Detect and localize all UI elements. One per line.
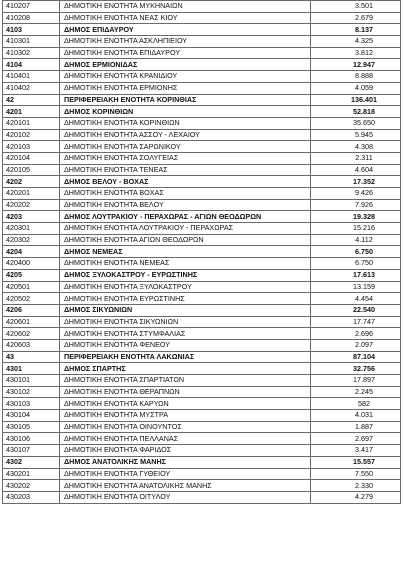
value-cell: 52.818 [311, 106, 401, 118]
table-row [3, 398, 401, 410]
code-cell: 410301 [3, 36, 60, 48]
value-cell: 2.330 [311, 480, 401, 492]
table-row [3, 433, 401, 445]
code-cell: 410208 [3, 12, 60, 24]
value-cell: 2.696 [311, 328, 401, 340]
table-row [3, 410, 401, 422]
table-row [3, 386, 401, 398]
code-cell: 430101 [3, 375, 60, 387]
value-cell: 12.947 [311, 59, 401, 71]
table-row [3, 351, 401, 363]
value-cell: 32.756 [311, 363, 401, 375]
name-cell: ΠΕΡΙΦΕΡΕΙΑΚΗ ΕΝΟΤΗΤΑ ΚΟΡΙΝΘΙΑΣ [60, 94, 311, 106]
name-cell: ΔΗΜΟΤΙΚΗ ΕΝΟΤΗΤΑ ΜΥΣΤΡΑ [60, 410, 311, 422]
table-row [3, 211, 401, 223]
code-cell: 420502 [3, 293, 60, 305]
value-cell: 4.454 [311, 293, 401, 305]
value-cell: 4.308 [311, 141, 401, 153]
name-cell: ΔΗΜΟΤΙΚΗ ΕΝΟΤΗΤΑ ΣΟΛΥΓΕΙΑΣ [60, 152, 311, 164]
table-row [3, 316, 401, 328]
code-cell: 420603 [3, 339, 60, 351]
table-row [3, 129, 401, 141]
table-row [3, 491, 401, 503]
code-cell: 430102 [3, 386, 60, 398]
table-row [3, 468, 401, 480]
code-cell: 420101 [3, 117, 60, 129]
code-cell: 420104 [3, 152, 60, 164]
code-cell: 420301 [3, 223, 60, 235]
table-row [3, 106, 401, 118]
table-row [3, 328, 401, 340]
name-cell: ΔΗΜΟΤΙΚΗ ΕΝΟΤΗΤΑ ΓΥΘΕΙΟΥ [60, 468, 311, 480]
name-cell: ΔΗΜΟΤΙΚΗ ΕΝΟΤΗΤΑ ΣΤΥΜΦΑΛΙΑΣ [60, 328, 311, 340]
table-row [3, 223, 401, 235]
table-row [3, 246, 401, 258]
name-cell: ΔΗΜΟΤΙΚΗ ΕΝΟΤΗΤΑ ΕΡΜΙΟΝΗΣ [60, 82, 311, 94]
value-cell: 4.604 [311, 164, 401, 176]
name-cell: ΔΗΜΟΤΙΚΗ ΕΝΟΤΗΤΑ ΜΥΚΗΝΑΙΩΝ [60, 1, 311, 13]
code-cell: 4201 [3, 106, 60, 118]
code-cell: 4104 [3, 59, 60, 71]
name-cell: ΔΗΜΟΤΙΚΗ ΕΝΟΤΗΤΑ ΑΣΣΟΥ - ΛΕΧΑΙΟΥ [60, 129, 311, 141]
name-cell: ΔΗΜΟΤΙΚΗ ΕΝΟΤΗΤΑ ΟΙΝΟΥΝΤΟΣ [60, 421, 311, 433]
code-cell: 420400 [3, 258, 60, 270]
code-cell: 4202 [3, 176, 60, 188]
population-table [2, 0, 401, 504]
name-cell: ΔΗΜΟΤΙΚΗ ΕΝΟΤΗΤΑ ΞΥΛΟΚΑΣΤΡΟΥ [60, 281, 311, 293]
table-row [3, 24, 401, 36]
code-cell: 430103 [3, 398, 60, 410]
code-cell: 420302 [3, 234, 60, 246]
value-cell: 15.216 [311, 223, 401, 235]
name-cell: ΔΗΜΟΤΙΚΗ ΕΝΟΤΗΤΑ ΑΣΚΛΗΠΙΕΙΟΥ [60, 36, 311, 48]
table-row [3, 293, 401, 305]
value-cell: 35.650 [311, 117, 401, 129]
value-cell: 8.137 [311, 24, 401, 36]
value-cell: 3.812 [311, 47, 401, 59]
name-cell: ΔΗΜΟΤΙΚΗ ΕΝΟΤΗΤΑ ΦΑΡΙΔΟΣ [60, 445, 311, 457]
code-cell: 4103 [3, 24, 60, 36]
value-cell: 6.750 [311, 258, 401, 270]
code-cell: 410302 [3, 47, 60, 59]
value-cell: 17.897 [311, 375, 401, 387]
value-cell: 6.750 [311, 246, 401, 258]
value-cell: 17.613 [311, 269, 401, 281]
name-cell: ΔΗΜΟΤΙΚΗ ΕΝΟΤΗΤΑ ΕΠΙΔΑΥΡΟΥ [60, 47, 311, 59]
name-cell: ΔΗΜΟΣ ΝΕΜΕΑΣ [60, 246, 311, 258]
code-cell: 430105 [3, 421, 60, 433]
table-row [3, 258, 401, 270]
name-cell: ΔΗΜΟΤΙΚΗ ΕΝΟΤΗΤΑ ΦΕΝΕΟΥ [60, 339, 311, 351]
code-cell: 420103 [3, 141, 60, 153]
table-row [3, 94, 401, 106]
table-row [3, 269, 401, 281]
name-cell: ΔΗΜΟΤΙΚΗ ΕΝΟΤΗΤΑ ΚΡΑΝΙΔΙΟΥ [60, 71, 311, 83]
value-cell: 15.557 [311, 456, 401, 468]
code-cell: 4205 [3, 269, 60, 281]
table-row [3, 82, 401, 94]
value-cell: 17.747 [311, 316, 401, 328]
table-row [3, 12, 401, 24]
code-cell: 410401 [3, 71, 60, 83]
value-cell: 87.104 [311, 351, 401, 363]
value-cell: 2.679 [311, 12, 401, 24]
name-cell: ΔΗΜΟΤΙΚΗ ΕΝΟΤΗΤΑ ΕΥΡΩΣΤΙΝΗΣ [60, 293, 311, 305]
name-cell: ΔΗΜΟΣ ΕΡΜΙΟΝΙΔΑΣ [60, 59, 311, 71]
name-cell: ΔΗΜΟΤΙΚΗ ΕΝΟΤΗΤΑ ΣΙΚΥΩΝΙΩΝ [60, 316, 311, 328]
code-cell: 4203 [3, 211, 60, 223]
name-cell: ΔΗΜΟΣ ΣΠΑΡΤΗΣ [60, 363, 311, 375]
table-row [3, 1, 401, 13]
table-row [3, 363, 401, 375]
code-cell: 420105 [3, 164, 60, 176]
name-cell: ΔΗΜΟΤΙΚΗ ΕΝΟΤΗΤΑ ΠΕΛΛΑΝΑΣ [60, 433, 311, 445]
code-cell: 410207 [3, 1, 60, 13]
table-row [3, 117, 401, 129]
value-cell: 7.550 [311, 468, 401, 480]
code-cell: 4302 [3, 456, 60, 468]
value-cell: 7.926 [311, 199, 401, 211]
table-row [3, 71, 401, 83]
code-cell: 43 [3, 351, 60, 363]
value-cell: 4.031 [311, 410, 401, 422]
code-cell: 420102 [3, 129, 60, 141]
code-cell: 420501 [3, 281, 60, 293]
table-row [3, 164, 401, 176]
code-cell: 42 [3, 94, 60, 106]
name-cell: ΔΗΜΟΤΙΚΗ ΕΝΟΤΗΤΑ ΝΕΜΕΑΣ [60, 258, 311, 270]
table-row [3, 339, 401, 351]
name-cell: ΔΗΜΟΤΙΚΗ ΕΝΟΤΗΤΑ ΒΕΛΟΥ [60, 199, 311, 211]
value-cell: 4.112 [311, 234, 401, 246]
table-row [3, 59, 401, 71]
name-cell: ΔΗΜΟΤΙΚΗ ΕΝΟΤΗΤΑ ΚΟΡΙΝΘΙΩΝ [60, 117, 311, 129]
value-cell: 4.279 [311, 491, 401, 503]
value-cell: 1.887 [311, 421, 401, 433]
code-cell: 420202 [3, 199, 60, 211]
table-row [3, 141, 401, 153]
value-cell: 8.888 [311, 71, 401, 83]
table-row [3, 36, 401, 48]
value-cell: 5.945 [311, 129, 401, 141]
table-row [3, 304, 401, 316]
code-cell: 410402 [3, 82, 60, 94]
value-cell: 4.059 [311, 82, 401, 94]
value-cell: 136.401 [311, 94, 401, 106]
table-row [3, 421, 401, 433]
code-cell: 430201 [3, 468, 60, 480]
name-cell: ΔΗΜΟΣ ΒΕΛΟΥ - ΒΟΧΑΣ [60, 176, 311, 188]
name-cell: ΔΗΜΟΣ ΞΥΛΟΚΑΣΤΡΟΥ - ΕΥΡΩΣΤΙΝΗΣ [60, 269, 311, 281]
value-cell: 2.245 [311, 386, 401, 398]
value-cell: 13.159 [311, 281, 401, 293]
name-cell: ΔΗΜΟΤΙΚΗ ΕΝΟΤΗΤΑ ΝΕΑΣ ΚΙΟΥ [60, 12, 311, 24]
value-cell: 19.328 [311, 211, 401, 223]
value-cell: 3.501 [311, 1, 401, 13]
name-cell: ΔΗΜΟΤΙΚΗ ΕΝΟΤΗΤΑ ΘΕΡΑΠΝΩΝ [60, 386, 311, 398]
table-row [3, 47, 401, 59]
value-cell: 2.697 [311, 433, 401, 445]
name-cell: ΔΗΜΟΣ ΛΟΥΤΡΑΚΙΟΥ - ΠΕΡΑΧΩΡΑΣ - ΑΓΙΩΝ ΘΕΟΔΩΡΩΝ [60, 211, 311, 223]
table-body [3, 1, 401, 504]
table-row [3, 176, 401, 188]
table-row [3, 234, 401, 246]
name-cell: ΔΗΜΟΣ ΕΠΙΔΑΥΡΟΥ [60, 24, 311, 36]
name-cell: ΔΗΜΟΤΙΚΗ ΕΝΟΤΗΤΑ ΑΓΙΩΝ ΘΕΟΔΩΡΩΝ [60, 234, 311, 246]
code-cell: 4301 [3, 363, 60, 375]
value-cell: 2.097 [311, 339, 401, 351]
name-cell: ΠΕΡΙΦΕΡΕΙΑΚΗ ΕΝΟΤΗΤΑ ΛΑΚΩΝΙΑΣ [60, 351, 311, 363]
table-row [3, 456, 401, 468]
name-cell: ΔΗΜΟΤΙΚΗ ΕΝΟΤΗΤΑ ΣΠΑΡΤΙΑΤΩΝ [60, 375, 311, 387]
value-cell: 3.417 [311, 445, 401, 457]
name-cell: ΔΗΜΟΤΙΚΗ ΕΝΟΤΗΤΑ ΚΑΡΥΩΝ [60, 398, 311, 410]
table-row [3, 480, 401, 492]
table-row [3, 281, 401, 293]
value-cell: 4.325 [311, 36, 401, 48]
table-row [3, 375, 401, 387]
name-cell: ΔΗΜΟΤΙΚΗ ΕΝΟΤΗΤΑ ΟΙΤΥΛΟΥ [60, 491, 311, 503]
value-cell: 582 [311, 398, 401, 410]
code-cell: 430106 [3, 433, 60, 445]
code-cell: 430203 [3, 491, 60, 503]
table-row [3, 188, 401, 200]
name-cell: ΔΗΜΟΣ ΚΟΡΙΝΘΙΩΝ [60, 106, 311, 118]
value-cell: 22.540 [311, 304, 401, 316]
code-cell: 4204 [3, 246, 60, 258]
table-row [3, 445, 401, 457]
code-cell: 4206 [3, 304, 60, 316]
value-cell: 17.352 [311, 176, 401, 188]
name-cell: ΔΗΜΟΣ ΑΝΑΤΟΛΙΚΗΣ ΜΑΝΗΣ [60, 456, 311, 468]
code-cell: 420602 [3, 328, 60, 340]
code-cell: 430104 [3, 410, 60, 422]
code-cell: 430202 [3, 480, 60, 492]
code-cell: 430107 [3, 445, 60, 457]
value-cell: 9.426 [311, 188, 401, 200]
table-row [3, 199, 401, 211]
code-cell: 420201 [3, 188, 60, 200]
name-cell: ΔΗΜΟΤΙΚΗ ΕΝΟΤΗΤΑ ΒΟΧΑΣ [60, 188, 311, 200]
name-cell: ΔΗΜΟΣ ΣΙΚΥΩΝΙΩΝ [60, 304, 311, 316]
code-cell: 420601 [3, 316, 60, 328]
name-cell: ΔΗΜΟΤΙΚΗ ΕΝΟΤΗΤΑ ΛΟΥΤΡΑΚΙΟΥ - ΠΕΡΑΧΩΡΑΣ [60, 223, 311, 235]
table-row [3, 152, 401, 164]
name-cell: ΔΗΜΟΤΙΚΗ ΕΝΟΤΗΤΑ ΣΑΡΩΝΙΚΟΥ [60, 141, 311, 153]
name-cell: ΔΗΜΟΤΙΚΗ ΕΝΟΤΗΤΑ ΤΕΝΕΑΣ [60, 164, 311, 176]
value-cell: 2.311 [311, 152, 401, 164]
name-cell: ΔΗΜΟΤΙΚΗ ΕΝΟΤΗΤΑ ΑΝΑΤΟΛΙΚΗΣ ΜΑΝΗΣ [60, 480, 311, 492]
